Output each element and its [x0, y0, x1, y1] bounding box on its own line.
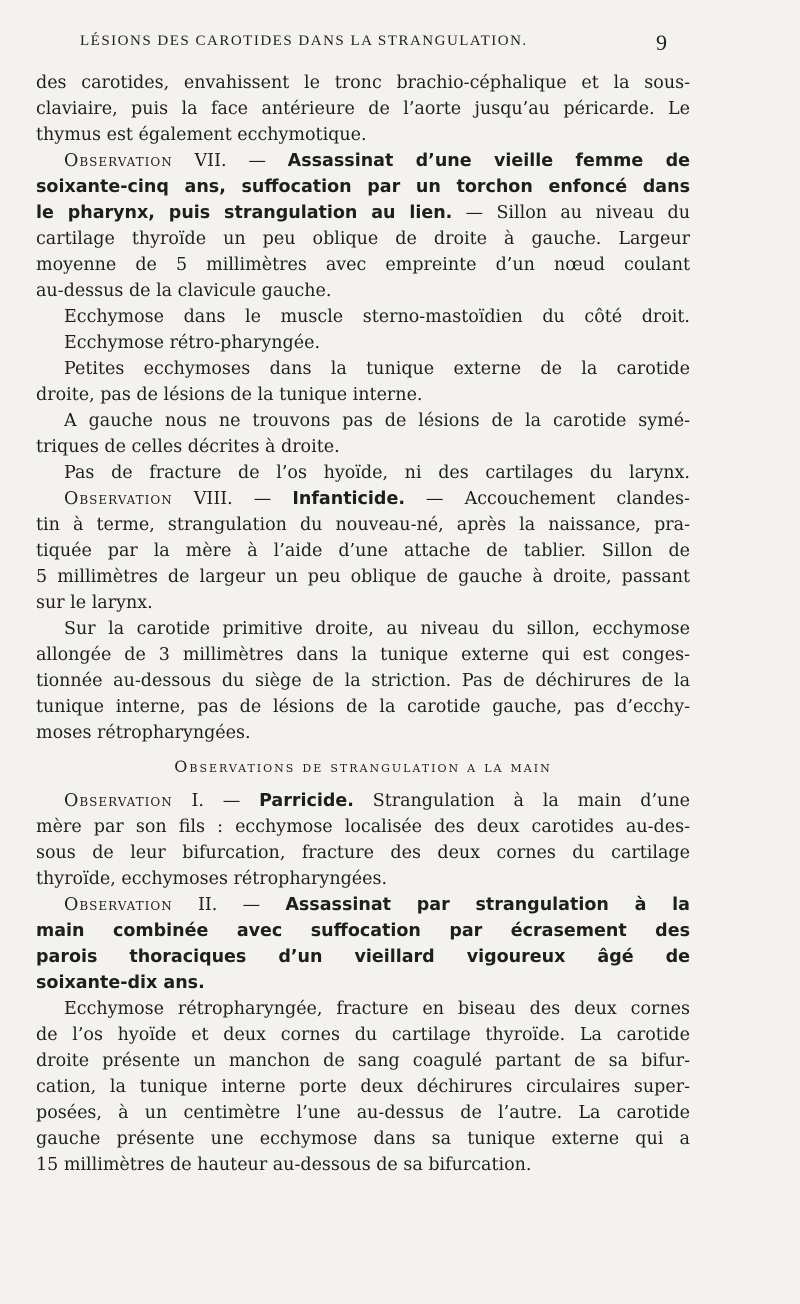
observation-viii [36, 486, 690, 746]
observation-vii [36, 148, 690, 486]
text-line: droite, pas de lésions de la tunique interne. [36, 385, 423, 405]
observation-title: Assassinat d’une vieille femme de [287, 151, 690, 171]
observation-title: Parricide. [259, 791, 354, 811]
text-line: tiquée par la mère à l’aide d’une attache de tablier. Sillon de [36, 541, 690, 561]
observation-number: VII. [194, 151, 227, 171]
running-header: LÉSIONS DES CAROTIDES DANS LA STRANGULATION. [80, 33, 528, 49]
dash: — [242, 895, 261, 915]
text-line: triques de celles décrites à droite. [36, 437, 340, 457]
text-line: Sur la carotide primitive droite, au niveau du sillon, ecchymose [64, 619, 690, 639]
paragraph-continuation [36, 70, 690, 148]
text-line: 5 millimètres de largeur un peu oblique de gauche à droite, passant [36, 567, 690, 587]
text-line: tionnée au-dessous du siège de la striction. Pas de déchirures de la [36, 671, 690, 691]
text-line: droite présente un manchon de sang coagulé partant de sa bifur- [36, 1051, 690, 1071]
observation-title-line: main combinée avec suffocation par écrasement des [36, 921, 690, 941]
observation-title-line: parois thoraciques d’un vieillard vigoureux âgé de [36, 947, 690, 967]
text-line: claviaire, puis la face antérieure de l’aorte jusqu’au péricarde. Le [36, 99, 690, 119]
text-line: tunique interne, pas de lésions de la carotide gauche, pas d’ecchy- [36, 697, 690, 717]
observation-label: Observation [64, 895, 173, 915]
observation-number: II. [197, 895, 218, 915]
observation-heading [36, 486, 690, 512]
observation-title: Infanticide. [292, 489, 405, 509]
text-line: des carotides, envahissent le tronc brachio-céphalique et la sous- [36, 73, 690, 93]
observation-number: I. [191, 791, 204, 811]
page-number: 9 [656, 30, 667, 55]
text-line: thymus est également ecchymotique. [36, 125, 367, 145]
text-line: A gauche nous ne trouvons pas de lésions de la carotide symé- [64, 411, 690, 431]
text-line: thyroïde, ecchymoses rétropharyngées. [36, 869, 388, 889]
observation-heading [36, 148, 690, 174]
dash: — [222, 791, 241, 811]
text-line: Ecchymose dans le muscle sterno-mastoïdien du côté droit. [64, 307, 690, 327]
section-title: Observations de strangulation a la main [174, 757, 552, 776]
text-line: Petites ecchymoses dans la tunique externe de la carotide [64, 359, 690, 379]
text-line [36, 200, 690, 226]
text-line: moyenne de 5 millimètres avec empreinte d’un nœud coulant [36, 255, 690, 275]
text-line: cation, la tunique interne porte deux déchirures circulaires super- [36, 1077, 690, 1097]
observation-title-line: soixante-cinq ans, suffocation par un torchon enfoncé dans [36, 177, 690, 197]
text-line: de l’os hyoïde et deux cornes du cartilage thyroïde. La carotide [36, 1025, 690, 1045]
observation-title-line: soixante-dix ans. [36, 973, 205, 993]
dash: — [253, 489, 272, 509]
text-span: Strangulation à la main d’une [372, 791, 690, 811]
text-line: Pas de fracture de l’os hyoïde, ni des cartilages du larynx. [64, 463, 690, 483]
observation-title-end: le pharynx, puis strangulation au lien. [36, 203, 453, 223]
observation-label: Observation [64, 489, 173, 509]
text-line: Ecchymose rétropharyngée, fracture en biseau des deux cornes [64, 999, 690, 1019]
observation-number: VIII. [193, 489, 233, 509]
text-span: — Accouchement clandes- [426, 489, 690, 509]
observation-title: Assassinat par strangulation à la [285, 895, 690, 915]
text-line: Ecchymose rétro-pharyngée. [64, 333, 321, 353]
dash: — [248, 151, 266, 171]
text-line: sur le larynx. [36, 593, 153, 613]
text-line: au-dessus de la clavicule gauche. [36, 281, 332, 301]
observation-heading [36, 892, 690, 918]
text-line: sous de leur bifurcation, fracture des deux cornes du cartilage [36, 843, 690, 863]
page-body [36, 70, 690, 1178]
text-line: gauche présente une ecchymose dans sa tunique externe qui a [36, 1129, 690, 1149]
text-line: cartilage thyroïde un peu oblique de droite à gauche. Largeur [36, 229, 690, 249]
text-line: moses rétropharyngées. [36, 723, 251, 743]
observation-label: Observation [64, 151, 173, 171]
observation-i [36, 788, 690, 892]
text-line: mère par son fils : ecchymose localisée des deux carotides au-des- [36, 817, 690, 837]
text-line: allongée de 3 millimètres dans la tunique externe qui est conges- [36, 645, 690, 665]
observation-label: Observation [64, 791, 173, 811]
observation-ii [36, 892, 690, 1178]
text-line: 15 millimètres de hauteur au-dessous de sa bifurcation. [36, 1155, 532, 1175]
text-span: — Sillon au niveau du [465, 203, 690, 223]
text-line: posées, à un centimètre l’une au-dessus de l’autre. La carotide [36, 1103, 690, 1123]
observation-heading [36, 788, 690, 814]
text-line: tin à terme, strangulation du nouveau-né, après la naissance, pra- [36, 515, 690, 535]
